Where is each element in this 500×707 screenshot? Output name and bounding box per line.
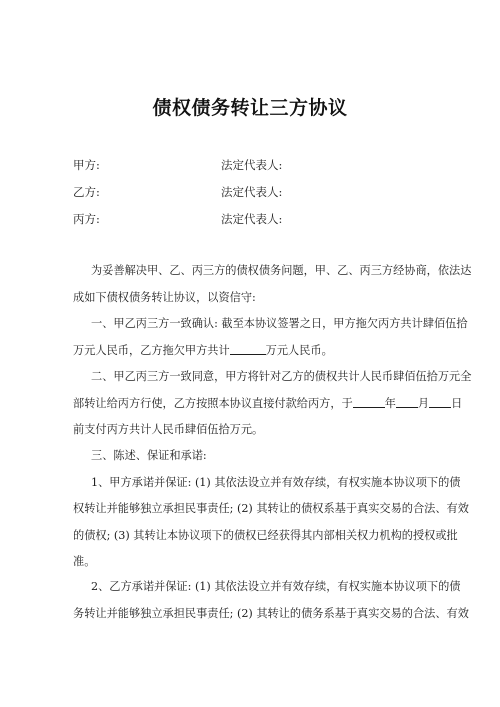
year-blank (353, 395, 385, 408)
clause-1-line-2 (73, 338, 435, 365)
clause-3-1-line-2: 权转让并能够独立承担民事责任; (2) 其转让的债权系基于真实交易的合法、有效 (73, 502, 469, 515)
clause-3 (73, 443, 469, 576)
clause-3-1-line-1: 1、甲方承诺并保证: (1) 其依法设立并有效存续，有权实施本协议项下的债 (91, 475, 461, 489)
clause-3-heading: 三、陈述、保证和承诺: (91, 449, 207, 462)
clause-2-line-2 (73, 391, 463, 418)
party-c-rep-label: 法定代表人: (221, 212, 283, 226)
intro-paragraph (73, 258, 472, 311)
clause-1-line-1: 一、甲乙丙三方一致确认: 截至本协议签署之日，甲方拖欠丙方共计肆佰伍拾 (91, 317, 468, 330)
clause-2-day-label: 日 (451, 396, 463, 410)
clause-1 (73, 311, 468, 364)
party-a-label: 甲方: (73, 158, 100, 172)
party-row-b (73, 184, 433, 202)
party-c-label: 丙方: (73, 212, 100, 226)
intro-line-2: 成如下债权债务转让协议，以资信守: (73, 290, 256, 304)
clause-2-line-3: 前支付丙方共计人民币肆佰伍拾万元。 (73, 423, 264, 436)
party-row-a (73, 157, 433, 175)
clause-2 (73, 364, 472, 444)
clause-3-2 (73, 574, 469, 627)
clause-2-line-1: 二、甲乙丙三方一致同意，甲方将针对乙方的债权共计人民币肆佰伍拾万元全 (91, 370, 472, 383)
intro-line-1: 为妥善解决甲、乙、丙三方的债权债务问题，甲、乙、丙三方经协商，依法达 (91, 264, 472, 277)
day-blank (429, 395, 451, 408)
clause-2-year-label: 年 (384, 396, 396, 410)
party-a-rep-label: 法定代表人: (221, 158, 283, 172)
document-title: 债权债务转让三方协议 (152, 97, 348, 119)
clause-3-2-line-1: 2、乙方承诺并保证: (1) 其依法设立并有效存续，有权实施本协议项下的债 (91, 580, 461, 593)
amount-blank (230, 342, 266, 355)
clause-1-text-a: 万元人民币，乙方拖欠甲方共计 (73, 343, 230, 357)
clause-2-month-label: 月 (417, 396, 430, 410)
month-blank (396, 395, 418, 408)
clause-1-text-b: 万元人民币。 (265, 343, 333, 357)
party-row-c (73, 211, 433, 229)
party-b-rep-label: 法定代表人: (221, 185, 283, 199)
clause-3-1-line-3: 的债权; (3) 其转让本协议项下的债权已经获得其内部相关权力机构的授权或批 (73, 528, 458, 542)
party-b-label: 乙方: (73, 185, 100, 199)
clause-3-1-line-4: 准。 (73, 555, 96, 568)
clause-3-2-line-2: 务转让并能够独立承担民事责任; (2) 其转让的债务系基于真实交易的合法、有效 (73, 606, 469, 620)
clause-2-text-a: 部转让给丙方行使，乙方按照本协议直接付款给丙方，于 (73, 396, 353, 410)
